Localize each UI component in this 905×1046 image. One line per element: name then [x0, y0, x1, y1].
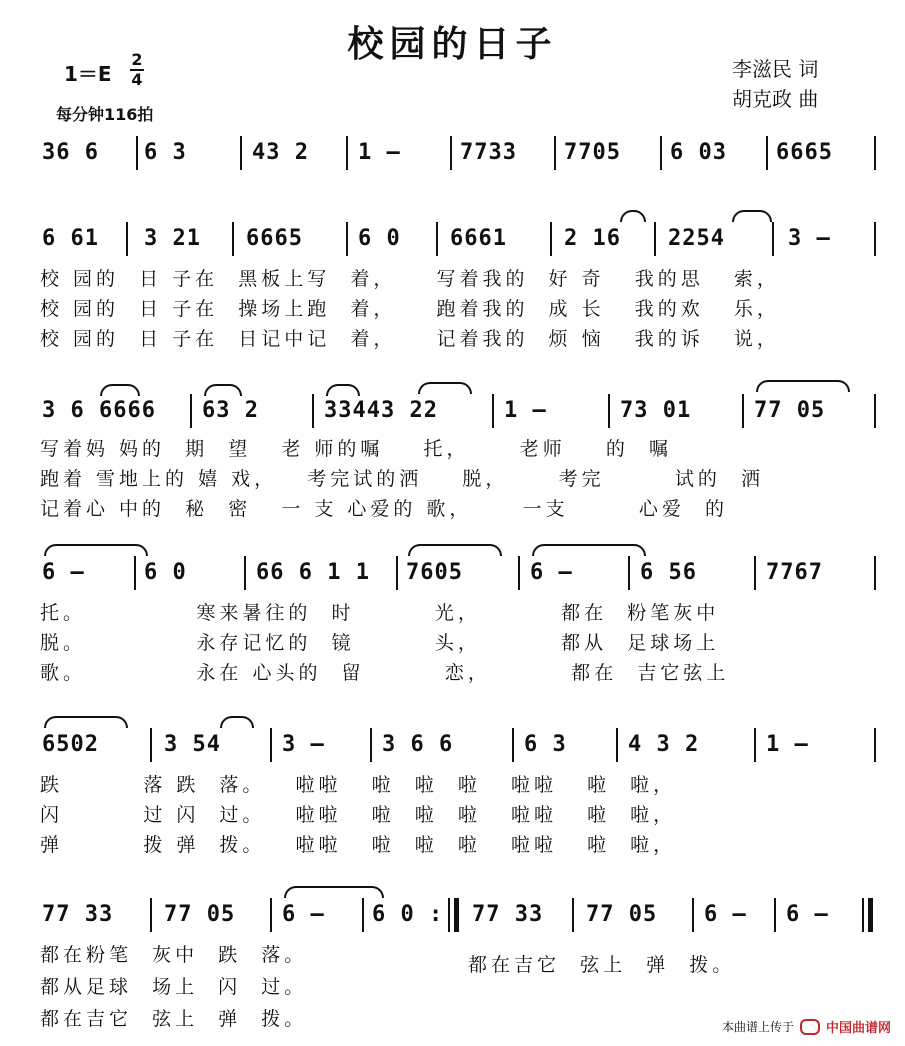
lyric-line: 都从足球 场上 闪 过。 [40, 976, 308, 998]
measure: 6 0 [144, 560, 187, 585]
measure: 77 33 [42, 902, 114, 927]
measure: 33443 22 [324, 398, 438, 423]
notation-row-6 [40, 898, 880, 932]
notation-row-2 [40, 222, 880, 256]
measure: 6 – [42, 560, 85, 585]
measure: 3 6 6666 [42, 398, 156, 423]
measure: 36 6 [42, 140, 99, 165]
measure: 2254 [668, 226, 725, 251]
measure: 77 05 [586, 902, 658, 927]
lyric-line: 写着妈 妈的 期 望 老 师的嘱 托， 老师 的 嘱 [40, 438, 672, 460]
measure: 6 03 [670, 140, 727, 165]
measure: 7605 [406, 560, 463, 585]
measure: 3 – [282, 732, 325, 757]
notation-row-5 [40, 728, 880, 762]
lyric-line: 都在吉它 弦上 弹 拨。 [468, 954, 736, 976]
notation-row-4 [40, 556, 880, 590]
measure: 7767 [766, 560, 823, 585]
lyric-line: 托。 寒来暑往的 时 光， 都在 粉笔灰中 [40, 602, 720, 624]
page-title: 校园的日子 [347, 24, 558, 65]
measure: 6 3 [144, 140, 187, 165]
lyric-line: 跑着 雪地上的 嬉 戏， 考完试的洒 脱， 考完 试的 洒 [40, 468, 764, 490]
lyric-line: 闪 过 闪 过。 啦啦 啦 啦 啦 啦啦 啦 啦， [40, 804, 677, 826]
lyric-line: 跌 落 跌 落。 啦啦 啦 啦 啦 啦啦 啦 啦， [40, 774, 677, 796]
measure: 6502 [42, 732, 99, 757]
measure: 77 05 [754, 398, 826, 423]
footer-text: 本曲谱上传于 [721, 1020, 794, 1034]
measure: 6665 [776, 140, 833, 165]
time-signature-bottom: 4 [131, 70, 143, 89]
lyric-line: 歌。 永在 心头的 留 恋， 都在 吉它弦上 [40, 662, 730, 684]
time-signature [130, 52, 144, 88]
measure: 7733 [460, 140, 517, 165]
lyric-line: 都在粉笔 灰中 跌 落。 [40, 944, 308, 966]
measure: 1 – [504, 398, 547, 423]
measure: 6 56 [640, 560, 697, 585]
measure: 66 6 1 1 [256, 560, 370, 585]
lyric-line: 校 园的 日 子在 操场上跑 着， 跑着我的 成 长 我的欢 乐， [40, 298, 780, 320]
lyric-line: 校 园的 日 子在 日记中记 着， 记着我的 烦 恼 我的诉 说， [40, 328, 780, 350]
measure: 6 3 [524, 732, 567, 757]
measure: 73 01 [620, 398, 692, 423]
lyric-line: 都在吉它 弦上 弹 拨。 [40, 1008, 308, 1030]
measure: 3 6 6 [382, 732, 454, 757]
measure: 3 21 [144, 226, 201, 251]
measure: 6 – [704, 902, 747, 927]
footer [722, 1017, 891, 1036]
composer: 胡克政 曲 [732, 87, 819, 111]
measure: 2 16 [564, 226, 621, 251]
site-logo-text[interactable]: 中国曲谱网 [825, 1021, 891, 1036]
notation-row-3 [40, 394, 880, 428]
tempo-marking: 每分钟116拍 [56, 105, 154, 124]
lyric-line: 弹 拨 弹 拨。 啦啦 啦 啦 啦 啦啦 啦 啦， [40, 834, 677, 856]
key-signature: 1＝E [64, 62, 112, 86]
measure: 4 3 2 [628, 732, 700, 757]
measure: 1 – [766, 732, 809, 757]
measure: 77 05 [164, 902, 236, 927]
measure: 6 0 : [372, 902, 444, 927]
measure: 77 33 [472, 902, 544, 927]
lyric-line: 校 园的 日 子在 黑板上写 着， 写着我的 好 奇 我的思 索， [40, 268, 780, 290]
measure: 63 2 [202, 398, 259, 423]
measure: 6 0 [358, 226, 401, 251]
time-signature-top: 2 [131, 50, 143, 69]
measure: 3 – [788, 226, 831, 251]
measure: 6 – [786, 902, 829, 927]
measure: 3 54 [164, 732, 221, 757]
lyric-line: 记着心 中的 秘 密 一 支 心爱的 歌， 一支 心爱 的 [40, 498, 728, 520]
measure: 6 – [530, 560, 573, 585]
measure: 7705 [564, 140, 621, 165]
site-logo-icon [800, 1019, 820, 1035]
measure: 43 2 [252, 140, 309, 165]
credits [732, 54, 818, 114]
measure: 6 – [282, 902, 325, 927]
notation-row-1 [40, 136, 880, 170]
lyricist: 李滋民 词 [732, 57, 819, 81]
measure: 6 61 [42, 226, 99, 251]
lyric-line: 脱。 永存记忆的 镜 头， 都从 足球场上 [40, 632, 720, 654]
measure: 6661 [450, 226, 507, 251]
measure: 1 – [358, 140, 401, 165]
measure: 6665 [246, 226, 303, 251]
